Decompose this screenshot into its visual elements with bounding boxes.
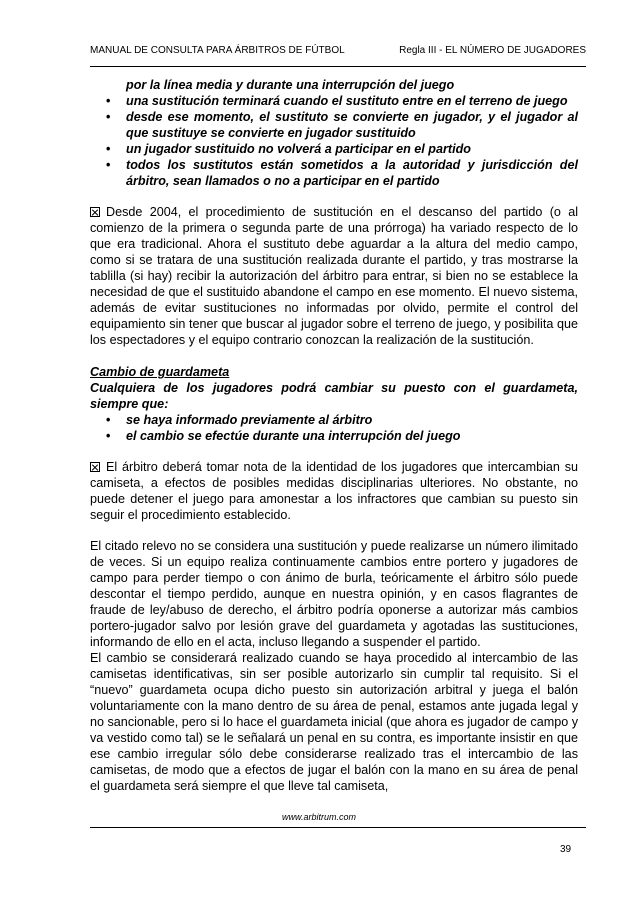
header-left-title: MANUAL DE CONSULTA PARA ÁRBITROS DE FÚTBOL <box>90 45 345 56</box>
section-bullet-list <box>90 412 578 444</box>
section-bullet-item: • el cambio se efectúe durante una interrupción del juego <box>90 428 578 444</box>
commentary-text: Desde 2004, el procedimiento de sustitución en el descanso del partido (o al comienzo de la primera o segunda parte de una prórroga) ha variado respecto de lo que era tradicional. Ahora el sustituto debe aguardar a la altura del medio campo, como si se tratara de una sustitución realizada durante el partido, y tras mostrarse la tablilla (si hay) recibir la autorización del árbitro para entrar, si bien no se establece la necesidad de que el sustituido abandone el campo en ese momento. El nuevo sistema, además de evitar sustituciones no informadas por olvido, permite el control del equipamiento sin tener que buscar al jugador sobre el terreno de juego, y posibilita que los espectadores y el equipo contrario conozcan la realización de la sustitución. <box>90 205 578 347</box>
rule-bullet-item: • una sustitución terminará cuando el sustituto entre en el terreno de juego <box>90 93 578 109</box>
checkbox-x-icon <box>90 462 100 472</box>
spacer <box>90 444 578 459</box>
rule-bullet-item: • desde ese momento, el sustituto se convierte en jugador, y el jugador al que sustituye se convierte en jugador sustituido <box>90 109 578 141</box>
page-header <box>90 44 586 57</box>
section-rule: Cualquiera de los jugadores podrá cambiar su puesto con el guardameta, siempre que: <box>90 381 578 411</box>
spacer <box>90 189 578 204</box>
rule-bullet-item: • un jugador sustituido no volverá a participar en el partido <box>90 141 578 157</box>
rule-bullet-item: • todos los sustitutos están sometidos a la autoridad y jurisdicción del árbitro, sean llamados o no a participar en el partido <box>90 157 578 189</box>
checkbox-x-icon <box>90 207 100 217</box>
header-right-title: Regla III - EL NÚMERO DE JUGADORES <box>399 45 586 56</box>
body-paragraph: El citado relevo no se considera una sustitución y puede realizarse un número ilimitado de veces. Si un equipo realiza continuamente cambios entre portero y jugadores de campo para perder tiempo o con ánimo de burla, teóricamente el árbitro sólo puede descontar el tiempo perdido, aunque en nuestra opinión, y en casos flagrantes de fraude de ley/abuso de derecho, el árbitro podría oponerse a autorizar más cambios portero-jugador salvo por lesión grave del guardameta y agotadas las sustituciones, informando de ello en el acta, incluso llegando a suspender el partido. <box>90 539 578 649</box>
page-number: 39 <box>560 844 572 855</box>
commentary-text: El árbitro deberá tomar nota de la identidad de los jugadores que intercambian su camiseta, a efectos de posibles medidas disciplinarias ulteriores. No obstante, no puede detener el juego para amonestar a los infractores que cambian su puesto sin seguir el procedimiento establecido. <box>90 460 578 522</box>
footer-url: www.arbitrum.com <box>281 812 356 822</box>
spacer <box>90 523 578 538</box>
spacer <box>90 348 578 364</box>
rule-bullet-list <box>90 93 578 189</box>
header-divider <box>90 66 586 67</box>
commentary-paragraph <box>90 204 578 348</box>
commentary-paragraph <box>90 459 578 523</box>
section-bullet-item: • se haya informado previamente al árbitro <box>90 412 578 428</box>
page-body <box>90 77 578 794</box>
section-title: Cambio de guardameta <box>90 365 230 379</box>
bullet-continuation: por la línea media y durante una interrupción del juego <box>126 78 455 92</box>
body-paragraph: El cambio se considerará realizado cuando se haya procedido al intercambio de las camisetas identificativas, sin ser posible autorizarlo sin cumplir tal requisito. Si el “nuevo” guardameta ocupa dicho puesto sin autorización arbitral y juega el balón voluntariamente con la mano dentro de su área de penal, estamos ante jugada legal y no sancionable, pero si lo hace el guardameta inicial (que ahora es jugador de campo y va vestido como tal) se le señalará un penal en su contra, es importante insistir en que ese cambio irregular sólo debe considerarse realizado tras el intercambio de las camisetas, de modo que a efectos de jugar el balón con la mano en su área de penal el guardameta será siempre el que lleve tal camiseta, <box>90 651 578 793</box>
footer-divider <box>90 827 586 828</box>
